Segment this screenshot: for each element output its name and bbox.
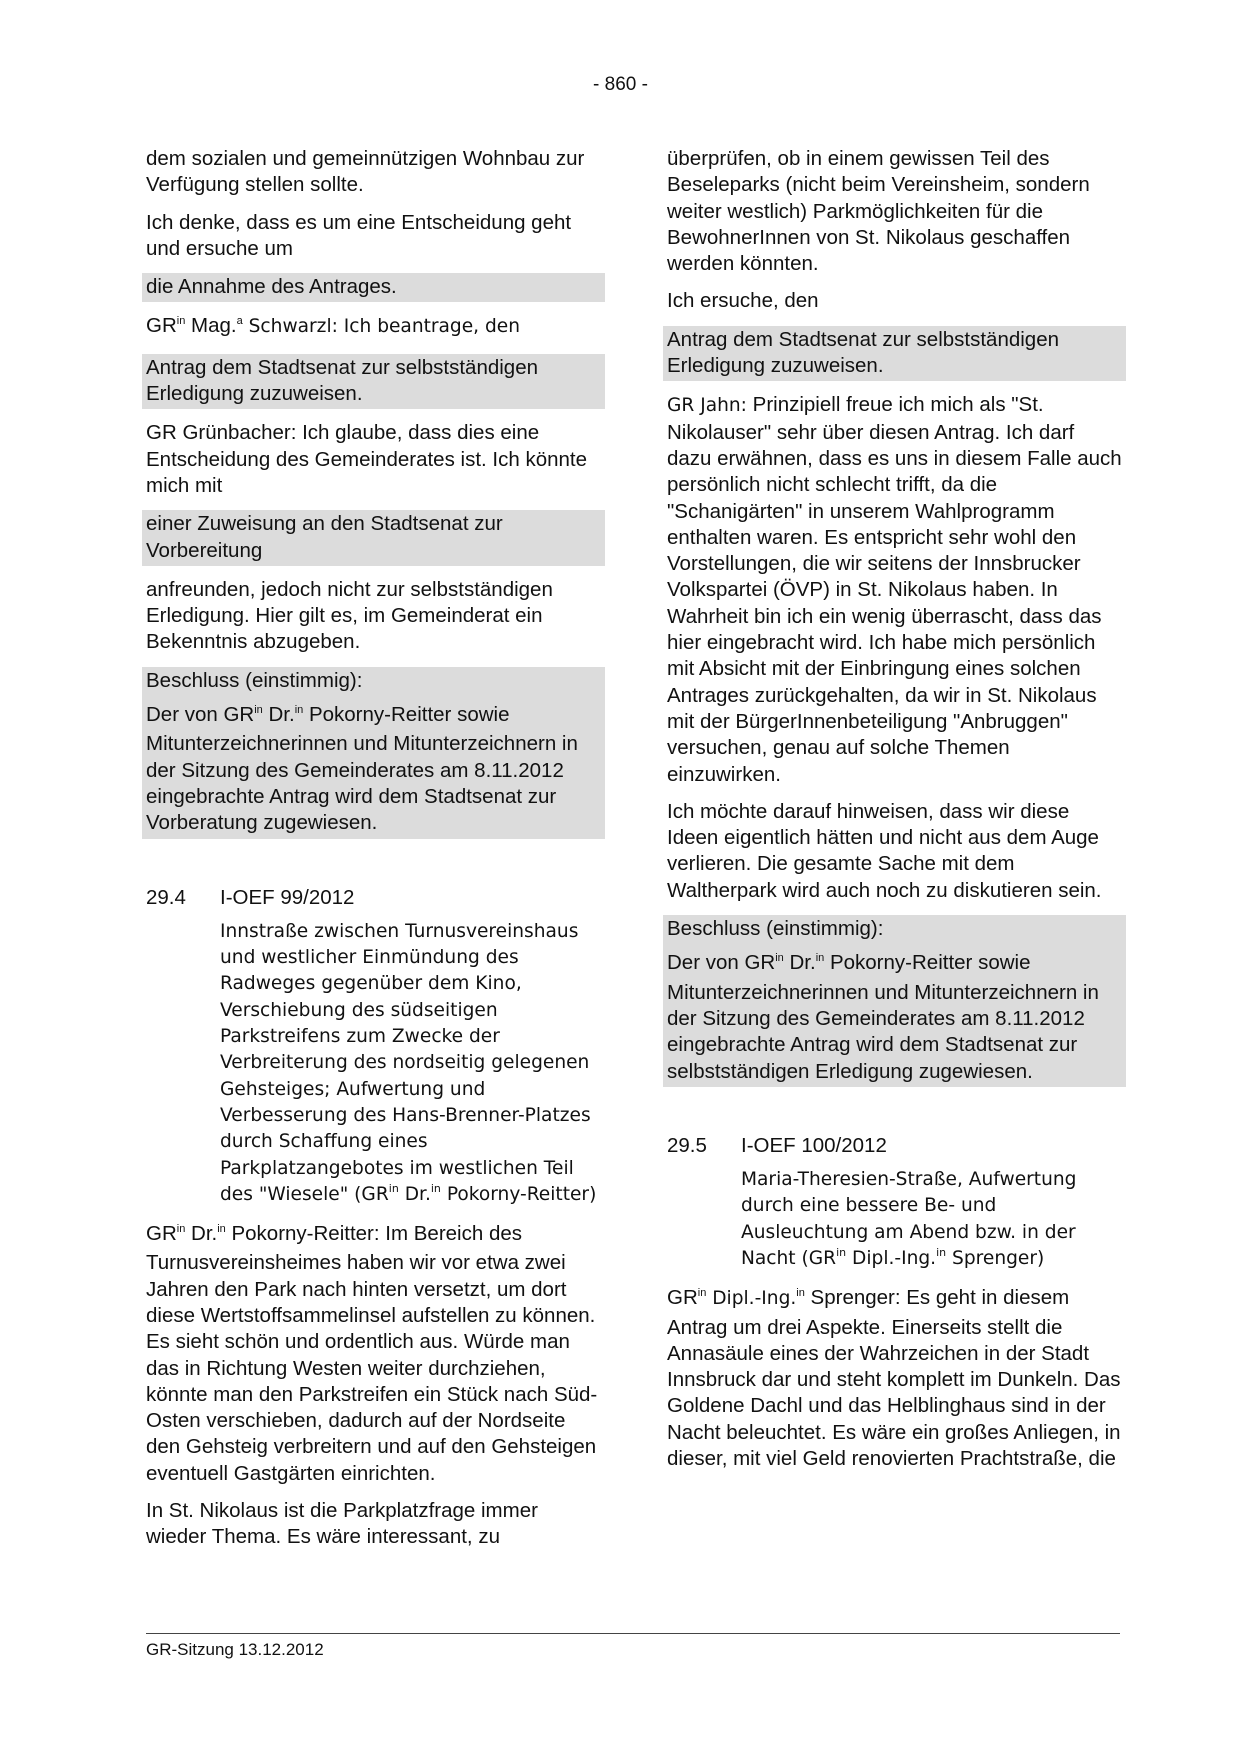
highlighted-request: die Annahme des Antrages. bbox=[142, 273, 605, 302]
agenda-item-header bbox=[146, 885, 601, 911]
agenda-item-code: I-OEF 100/2012 bbox=[741, 1133, 887, 1157]
speaker-paragraph: GR Grünbacher: Ich glaube, dass dies eine Entscheidung des Gemeinderates ist. Ich könnte mich mit bbox=[146, 421, 588, 497]
paragraph: Ich ersuche, den bbox=[667, 289, 819, 313]
highlighted-request: einer Zuweisung an den Stadtsenat zur Vorbereitung bbox=[142, 510, 605, 566]
agenda-item-title: Maria-Theresien-Straße, Aufwertung durch eine bessere Be- und Ausleuchtung am Abend bzw. in der Nacht ($GR^{in}$ Dipl.-Ing.$^{in}$ Sprenger) bbox=[741, 1169, 1077, 1269]
page-number: - 860 - bbox=[593, 74, 648, 95]
speaker-paragraph: $GR^{in}$ Mag.$^a$ Schwarzl: Ich beantrage, den bbox=[146, 314, 521, 338]
speaker-paragraph: GR Jahn: Prinzipiell freue ich mich als "St. Nikolauser" sehr über diesen Antrag. Ich darf dazu erwähnen, dass es uns in diesem Falle auch persönlich nicht schlecht trifft, da die "Schanigärten" in unserem Wahlprogramm enthalten waren. Es entspricht sehr wohl den Vorstellungen, die wir seitens der Innsbrucker Volkspartei (ÖVP) in St. Nikolaus haben. In Wahrheit bin ich ein wenig überrascht, dass das hier eingebracht wird. Ich habe mich persönlich mit Absicht mit der Einbringung eines solchen Antrages zurückgehalten, da wir in St. Nikolaus mit der BürgerInnenbeteiligung "Anbruggen" versuchen, genau auf solche Themen einzuwirken. bbox=[667, 393, 1122, 786]
paragraph: überprüfen, ob in einem gewissen Teil des Beseleparks (nicht beim Vereinsheim, sondern weiter westlich) Parkmöglichkeiten für die BewohnerInnen von St. Nikolaus geschaffen werden könnten. bbox=[667, 147, 1090, 276]
paragraph: In St. Nikolaus ist die Parkplatzfrage immer wieder Thema. Es wäre interessant, zu bbox=[146, 1499, 538, 1549]
decision-text: Der von $GR^{in}$ Dr.$^{in}$ Pokorny-Reitter sowie Mitunterzeichnerinnen und Mitunterzeichnern in der Sitzung des Gemeinderates am 8.11.2012 eingebrachte Antrag wird dem Stadtsenat zur Vorberatung zugewiesen. bbox=[142, 696, 605, 838]
speaker-paragraph: $GR^{in}$ Dr.$^{in}$ Pokorny-Reitter: Im Bereich des Turnusvereinsheimes haben wir vor etwa zwei Jahren den Park nach hinten versetzt, um dort diese Wertstoffsammelinsel aufstellen zu können. Es sieht schön und ordentlich aus. Würde man das in Richtung Westen weiter durchziehen, könnte man den Parkstreifen ein Stück nach Süd-Osten verschieben, dadurch auf der Nordseite den Gehsteig verbreitern und auf den Gehsteigen eventuell Gastgärten einrichten. bbox=[146, 1222, 598, 1485]
paragraph: dem sozialen und gemeinnützigen Wohnbau zur Verfügung stellen sollte. bbox=[146, 147, 585, 197]
agenda-item-number: 29.4 bbox=[146, 885, 186, 909]
paragraph: anfreunden, jedoch nicht zur selbstständigen Erledigung. Hier gilt es, im Gemeinderat ein Bekenntnis abzugeben. bbox=[146, 577, 553, 654]
highlighted-request: Antrag dem Stadtsenat zur selbstständigen Erledigung zuzuweisen. bbox=[142, 354, 605, 410]
agenda-item-number: 29.5 bbox=[667, 1133, 707, 1157]
agenda-item-code: I-OEF 99/2012 bbox=[220, 885, 355, 909]
paragraph: Ich denke, dass es um eine Entscheidung geht und ersuche um bbox=[146, 210, 572, 260]
highlighted-request: Antrag dem Stadtsenat zur selbstständigen Erledigung zuzuweisen. bbox=[663, 326, 1126, 382]
left-column bbox=[146, 146, 601, 1562]
right-column bbox=[667, 146, 1122, 1483]
footer-text: GR-Sitzung 13.12.2012 bbox=[146, 1640, 324, 1659]
agenda-item-header bbox=[667, 1133, 1122, 1159]
speaker-paragraph: $GR^{in}$ Dipl.-Ing.$^{in}$ Sprenger: Es geht in diesem Antrag um drei Aspekte. Einerseits stellt die Annasäule eines der Wahrzeichen in der Stadt Innsbruck dar und steht komplett im Dunkeln. Das Goldene Dachl und das Helblinghaus sind in der Nacht beleuchtet. Es wäre ein großes Anliegen, in dieser, mit viel Geld renovierten Prachtstraße, die bbox=[667, 1286, 1121, 1471]
paragraph: Ich möchte darauf hinweisen, dass wir diese Ideen eigentlich hätten und nicht aus dem Auge verlieren. Die gesamte Sache mit dem Waltherpark wird auch noch zu diskutieren sein. bbox=[667, 799, 1102, 902]
agenda-item-title: Innstraße zwischen Turnusvereinshaus und westlicher Einmündung des Radweges gegenüber dem Kino, Verschiebung des südseitigen Parkstreifens zum Zwecke der Verbreiterung des nordseitig gelegenen Gehsteiges; Aufwertung und Verbesserung des Hans-Brenner-Platzes durch Schaffung eines Parkplatzangebotes im westlichen Teil des "Wiesele" ($GR^{in}$ Dr.$^{in}$ Pokorny-Reitter) bbox=[220, 920, 597, 1205]
decision-text: Der von $GR^{in}$ Dr.$^{in}$ Pokorny-Reitter sowie Mitunterzeichnerinnen und Mitunterzeichnern in der Sitzung des Gemeinderates am 8.11.2012 eingebrachte Antrag wird dem Stadtsenat zur selbstständigen Erledigung zugewiesen. bbox=[663, 944, 1126, 1086]
decision-label: Beschluss (einstimmig): bbox=[142, 667, 605, 696]
decision-label: Beschluss (einstimmig): bbox=[663, 915, 1126, 944]
footer-rule bbox=[146, 1633, 1120, 1634]
